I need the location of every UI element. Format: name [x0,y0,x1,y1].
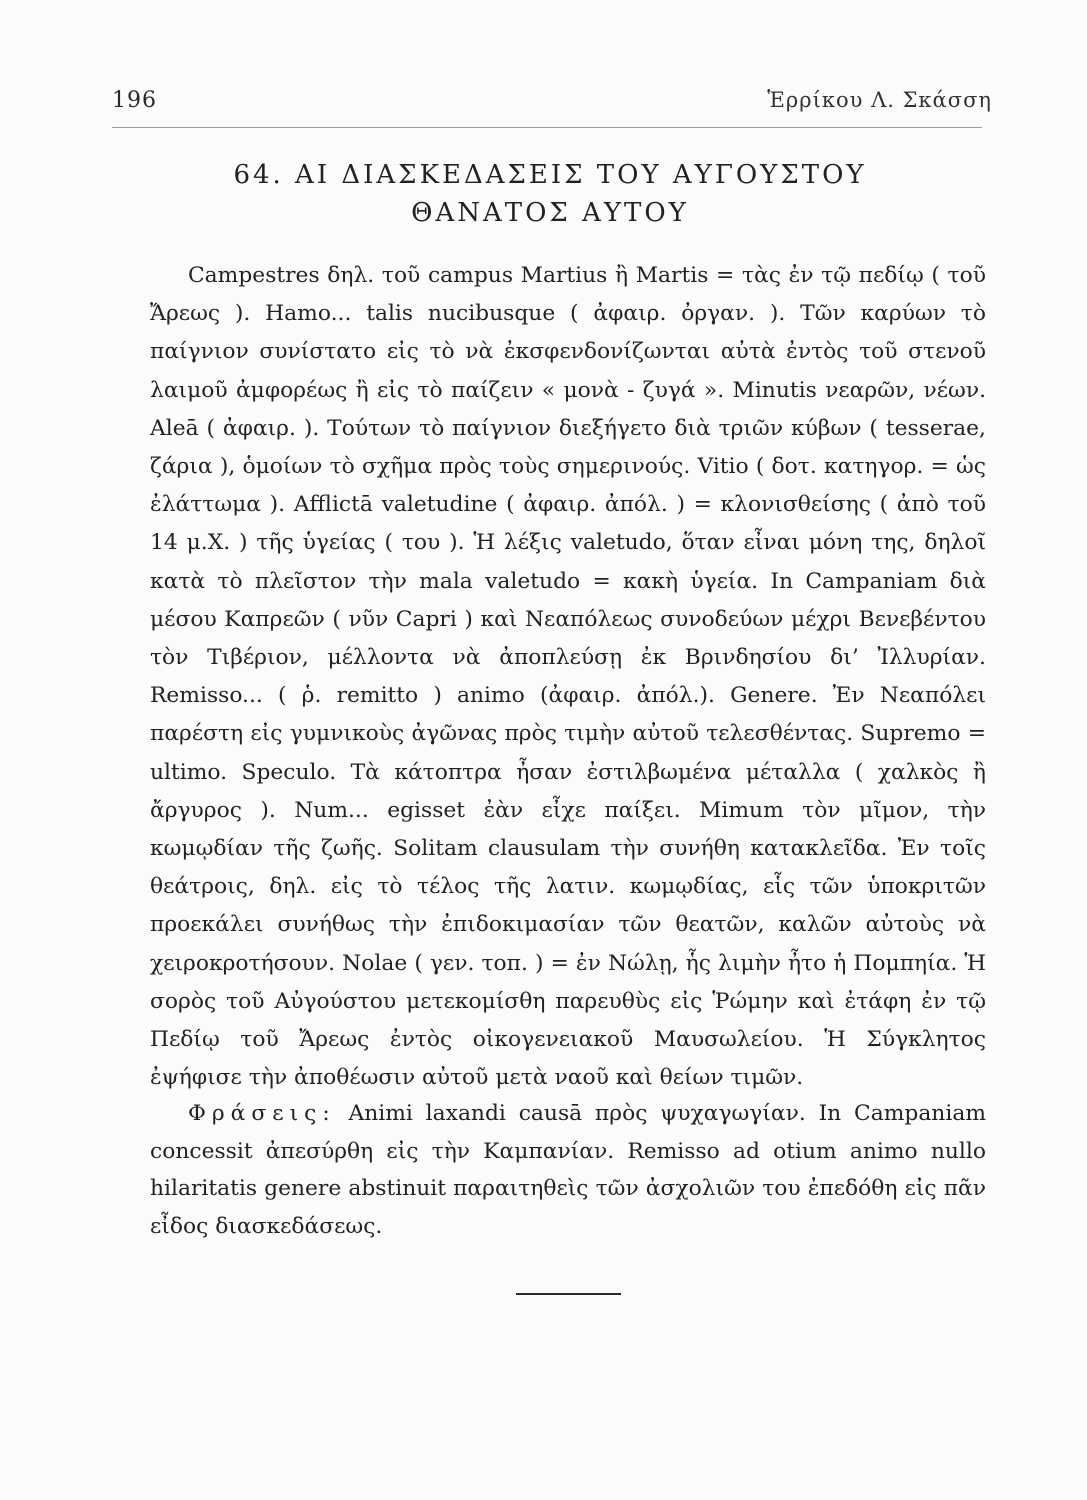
phrases-text: Animi laxandi causā πρὸς ψυχαγωγίαν. In Campaniam concessit ἀπεσύρθη εἰς τὴν Καμπανίαν. Remisso ad otium animo nullo hilaritatis genere abstinuit παραιτηθεὶς τῶν ἀσχολιῶν του ἐπεδόθη εἰς πᾶν εἶδος διασκεδάσεως. [150,1101,986,1239]
commentary-body [150,257,986,1097]
phrases-paragraph [150,1095,986,1245]
chapter-title-line-1: 64. ΑΙ ΔΙΑΣΚΕΔΑΣΕΙΣ ΤΟΥ ΑΥΓΟΥΣΤΟΥ [233,160,867,190]
end-rule [516,1293,621,1295]
running-head: Ἑρρίκου Λ. Σκάσση [767,88,992,112]
chapter-title-line-2: ΘΑΝΑΤΟΣ ΑΥΤΟΥ [411,198,689,228]
commentary-paragraph: Campestres δηλ. τοῦ campus Martius ἢ Martis = τὰς ἐν τῷ πεδίῳ ( τοῦ Ἄρεως ). Hamo... talis nucibusque ( ἀφαιρ. ὀργαν. ). Τῶν καρύων τὸ παίγνιον συνίστατο εἰς τὸ νὰ ἐκσφενδονίζωνται αὐτὰ ἐντὸς τοῦ στενοῦ λαιμοῦ ἀμφορέως ἢ εἰς τὸ παίζειν « μονὰ - ζυγά ». Minutis νεαρῶν, νέων. Aleā ( ἀφαιρ. ). Τούτων τὸ παίγνιον διεξήγετο διὰ τριῶν κύβων ( tesserae, ζάρια ), ὁμοίων τὸ σχῆμα πρὸς τοὺς σημερινούς. Vitio ( δοτ. κατηγορ. = ὡς ἐλάττωμα ). Afflictā valetudine ( ἀφαιρ. ἀπόλ. ) = κλονισθείσης ( ἀπὸ τοῦ 14 μ.Χ. ) τῆς ὑγείας ( του ). Ἡ λέξις valetudo, ὅταν εἶναι μόνη της, δηλοῖ κατὰ τὸ πλεῖστον τὴν mala valetudo = κακὴ ὑγεία. In Campaniam διὰ μέσου Καπρεῶν ( νῦν Capri ) καὶ Νεαπόλεως συνοδεύων μέχρι Βενεβέντου τὸν Τιβέριον, μέλλοντα νὰ ἀποπλεύσῃ ἐκ Βρινδησίου δι’ Ἰλλυρίαν. Remisso... ( ῥ. remitto ) animo (ἀφαιρ. ἀπόλ.). Genere. Ἐν Νεαπόλει παρέστη εἰς γυμνικοὺς ἀγῶνας πρὸς τιμὴν αὐτοῦ τελεσθέντας. Supremo = ultimo. Speculo. Τὰ κάτοπτρα ἦσαν ἐστιλβωμένα μέταλλα ( χαλκὸς ἢ ἄργυρος ). Num... egisset ἐὰν εἶχε παίξει. Mimum τὸν μῖμον, τὴν κωμῳδίαν τῆς ζωῆς. Solitam clausulam τὴν συνήθη κατακλεῖδα. Ἐν τοῖς θεάτροις, δηλ. εἰς τὸ τέλος τῆς λατιν. κωμῳδίας, εἷς τῶν ὑποκριτῶν προεκάλει συνήθως τὴν ἐπιδοκιμασίαν τῶν θεατῶν, καλῶν αὐτοὺς νὰ χειροκροτήσουν. Nolae ( γεν. τοπ. ) = ἐν Νώλῃ, ἧς λιμὴν ἦτο ἡ Πομπηία. Ἡ σορὸς τοῦ Αὐγούστου μετεκομίσθη παρευθὺς εἰς Ῥώμην καὶ ἐτάφη ἐν τῷ Πεδίῳ τοῦ Ἄρεως ἐντὸς οἰκογενειακοῦ Μαυσωλείου. Ἡ Σύγκλητος ἐψήφισε τὴν ἀποθέωσιν αὐτοῦ μετὰ ναοῦ καὶ θείων τιμῶν. [150,263,986,1091]
header-rule [112,127,982,128]
page-number: 196 [112,88,157,113]
phrases-label: Φράσεις: [188,1101,336,1126]
phrases-section [150,1095,986,1245]
page-header [112,88,992,116]
